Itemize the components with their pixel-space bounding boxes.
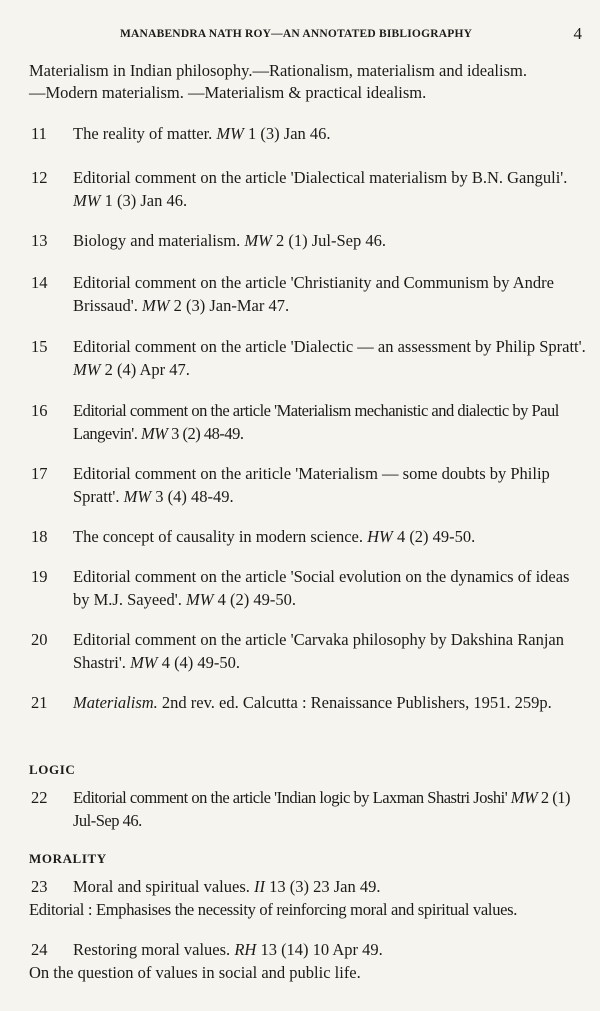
entry-number: 12 [31,168,48,187]
entry-annotation: Editorial : Emphasises the necessity of reinforcing moral and spiritual values. [29,900,518,919]
entry-number: 14 [31,273,48,292]
entry-text: Editorial comment on the article 'Indian logic by Laxman Shastri Joshi' MW 2 (1) Jul-Sep 46. [73,788,571,830]
entry-number: 18 [31,527,48,546]
entry-number: 23 [31,877,48,896]
entry-number: 24 [31,940,48,959]
entry-text: Editorial comment on the article 'Dialectic — an assessment by Philip Spratt'. MW 2 (4) Apr 47. [73,337,586,379]
entry-text: Editorial comment on the article 'Materialism mechanistic and dialectic by Paul Langevin'. MW 3 (2) 48-49. [73,401,559,443]
journal-abbrev: MW [185,590,214,609]
journal-abbrev: MW [130,653,158,672]
journal-abbrev: HW [367,527,393,546]
journal-abbrev: MW [73,360,101,379]
bibliography-entry [31,875,589,921]
journal-abbrev: MW [510,788,538,807]
entry-text: Materialism. 2nd rev. ed. Calcutta : Renaissance Publishers, 1951. 259p. [73,693,552,712]
intro-line: —Modern materialism. —Materialism & practical idealism. [29,83,427,102]
journal-abbrev: RH [234,940,257,959]
journal-abbrev: MW [123,487,152,506]
header-title: MANABENDRA NATH ROY—AN ANNOTATED BIBLIOGRAPHY [120,28,473,40]
journal-abbrev: II [254,877,266,896]
page-number: 4 [573,24,582,43]
entry-text: The concept of causality in modern science. HW 4 (2) 49-50. [73,527,476,546]
entry-number: 20 [31,630,48,649]
entry-text: Restoring moral values. RH 13 (14) 10 Apr 49. [73,940,383,959]
entry-text: The reality of matter. MW 1 (3) Jan 46. [73,124,331,143]
entry-number: 15 [31,337,48,356]
intro-paragraph [29,60,589,104]
entry-text: Editorial comment on the article 'Christianity and Communism by Andre Brissaud'. MW 2 (3) Jan-Mar 47. [73,273,554,315]
entry-number: 17 [31,464,48,483]
journal-abbrev: MW [141,296,170,315]
intro-line: Materialism in Indian philosophy.—Rationalism, materialism and idealism. [29,61,527,80]
entry-text: Editorial comment on the article 'Carvaka philosophy by Dakshina Ranjan Shastri'. MW 4 (4) 49-50. [73,630,564,672]
entry-text: Editorial comment on the article 'Dialectical materialism by B.N. Ganguli'. MW 1 (3) Jan 46. [73,168,568,210]
entry-number: 22 [31,788,48,807]
entry-number: 13 [31,231,48,250]
section-heading-morality: MORALITY [29,851,107,866]
book-title: Materialism. [73,693,158,712]
entry-number: 11 [31,124,47,143]
entry-number: 21 [31,693,48,712]
entry-annotation: On the question of values in social and public life. [29,963,361,982]
bibliography-entry [31,938,589,984]
journal-abbrev: MW [73,191,101,210]
entry-number: 16 [31,401,48,420]
section-heading-logic: LOGIC [29,762,76,777]
entry-number: 19 [31,567,48,586]
entry-text: Biology and materialism. MW 2 (1) Jul-Sep 46. [73,231,387,250]
journal-abbrev: MW [216,124,244,143]
journal-abbrev: MW [141,424,168,443]
running-header [120,26,582,44]
entry-text: Editorial comment on the ariticle 'Materialism — some doubts by Philip Spratt'. MW 3 (4) 48-49. [73,464,550,506]
entry-text: Moral and spiritual values. II 13 (3) 23 Jan 49. [73,877,381,896]
entry-text: Editorial comment on the article 'Social evolution on the dynamics of ideas by M.J. Sayeed'. MW 4 (2) 49-50. [73,567,570,609]
journal-abbrev: MW [244,231,272,250]
